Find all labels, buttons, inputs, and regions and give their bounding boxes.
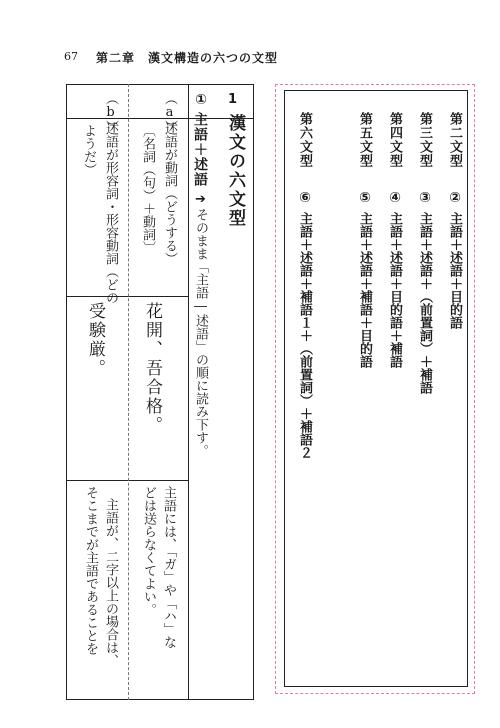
type-5-formula: 主語＋述語＋補語＋目的語 xyxy=(357,212,372,368)
note-line-3: 主語が、二字以上の場合は、 xyxy=(103,498,118,667)
arrow-icon: ➔ xyxy=(193,192,208,207)
rule-text: そのまま「主語―述語」の順に読み下す。 xyxy=(193,208,208,457)
table-rule-bottom xyxy=(66,480,188,481)
chapter-title: 第二章 漢文構造の六つの文型 xyxy=(96,51,279,65)
type-2-marker: ② xyxy=(447,190,463,206)
row-a-label: （a） xyxy=(162,92,177,133)
type-3-label: 第三文型 xyxy=(417,112,432,168)
type-4-formula: 主語＋述語＋目的語＋補語 xyxy=(387,212,402,368)
type-6-formula: 主語＋述語＋補語１＋（前置詞）＋補語２ xyxy=(297,212,312,459)
note-line-4: そこまでが主語であることを xyxy=(83,486,98,655)
type-2-formula: 主語＋述語＋目的語 xyxy=(447,212,462,329)
row-b-label: （b） xyxy=(103,92,118,133)
type-4-marker: ④ xyxy=(387,190,403,206)
type-5-label: 第五文型 xyxy=(357,112,372,168)
section-number: 1 xyxy=(225,92,240,107)
rule-label: 主語＋述語 xyxy=(192,112,208,187)
row-a-desc1: 述語が動詞（どうする） xyxy=(162,122,177,265)
row-b-example: 受験厳。 xyxy=(85,302,105,378)
row-divider xyxy=(128,84,129,700)
section-title: 漢文の六文型 xyxy=(225,114,245,228)
type-6-marker: ⑥ xyxy=(297,190,313,206)
type-2-label: 第二文型 xyxy=(447,112,462,168)
row-b-desc2: ようだ） xyxy=(81,124,96,176)
note-line-1: 主語には、「ガ」や「ハ」な xyxy=(161,486,176,649)
row-a-example: 花開、吾合格。 xyxy=(142,302,162,435)
type-3-formula: 主語＋述語＋（前置詞）＋補語 xyxy=(417,212,432,394)
type-6-label: 第六文型 xyxy=(297,112,312,168)
type-5-marker: ⑤ xyxy=(357,190,373,206)
row-b-desc1: 述語が形容詞・形容動詞（どの xyxy=(103,122,118,304)
table-col-rule xyxy=(188,84,189,700)
rule-marker: ① xyxy=(193,92,209,108)
type-3-marker: ③ xyxy=(417,190,433,206)
row-a-desc2: 〔名詞（句）＋動詞〕 xyxy=(140,124,155,254)
page-number: 67 xyxy=(64,50,78,63)
type-4-label: 第四文型 xyxy=(387,112,402,168)
table-rule-mid xyxy=(66,296,188,297)
note-line-2: どは送らなくてよい。 xyxy=(141,486,156,616)
table-rule-top xyxy=(66,118,254,119)
